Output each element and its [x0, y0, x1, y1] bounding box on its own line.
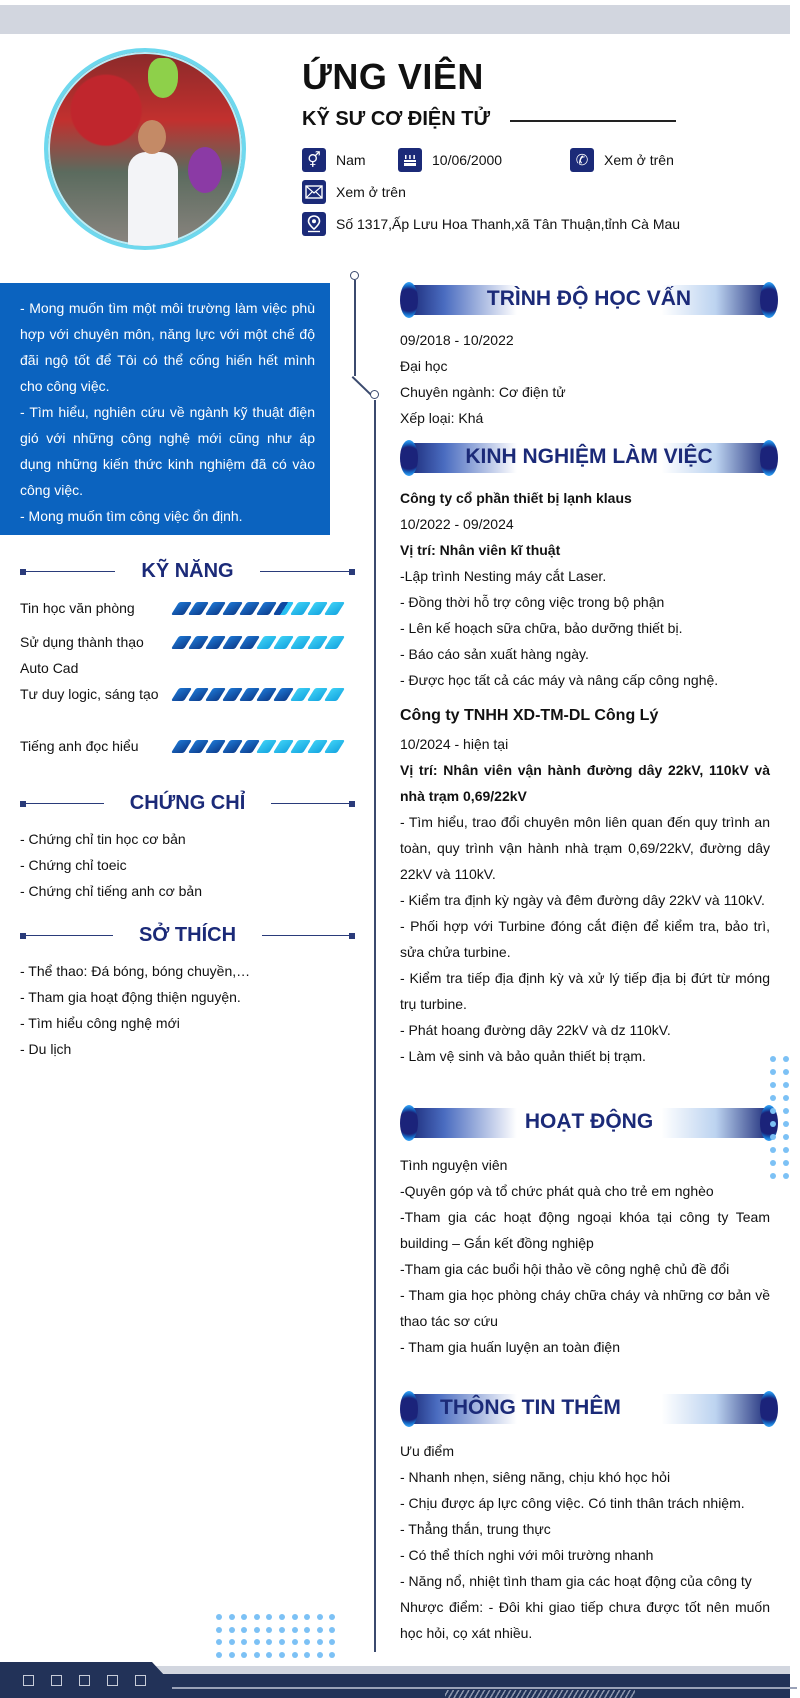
gender-value: Nam — [336, 152, 366, 168]
experience-job-1 — [400, 485, 770, 693]
skills-title: KỸ NĂNG — [141, 560, 234, 582]
hobby-item: - Tìm hiểu công nghệ mới — [20, 1015, 180, 1031]
footer-gray-strip — [150, 1666, 790, 1674]
education-level: Đại học — [400, 358, 448, 374]
timeline-line — [354, 280, 356, 376]
job-duty: - Phối hợp với Turbine đóng cắt điện để kiểm tra, bảo trì, sửa chửa turbine. — [400, 918, 770, 960]
skill-rating-bar — [175, 681, 341, 707]
info-address — [302, 212, 680, 236]
skill-row — [20, 595, 350, 621]
certificates-title: CHỨNG CHỈ — [129, 792, 246, 814]
hobbies-title: SỞ THÍCH — [138, 924, 237, 946]
heading-square-right — [349, 933, 355, 939]
additional-item: Nhược điểm: - Đôi khi giao tiếp chưa được tốt nên muốn học hỏi, cọ xát nhiều. — [400, 1599, 770, 1641]
job-title-underline — [510, 120, 676, 122]
heading-line-left — [26, 935, 113, 937]
job-duty: - Được học tất cả các máy và nâng cấp công nghệ. — [400, 672, 719, 688]
info-email — [302, 180, 406, 204]
heading-square-right — [349, 801, 355, 807]
heading-square-right — [349, 569, 355, 575]
certificate-item: - Chứng chỉ tin học cơ bản — [20, 831, 186, 847]
activity-item: -Tham gia các hoạt động ngoại khóa tại công ty Team building – Gắn kết đồng nghiệp — [400, 1209, 770, 1251]
decor-dots-right — [770, 1056, 789, 1179]
activity-item: - Tham gia học phòng cháy chữa cháy và những cơ bản về thao tác sơ cứu — [400, 1287, 770, 1329]
timeline-line — [374, 400, 376, 1652]
additional-item: - Có thể thích nghi với môi trường nhanh — [400, 1547, 654, 1563]
job-duty: - Lên kế hoạch sữa chữa, bảo dưỡng thiết bị. — [400, 620, 683, 636]
job-duty: -Lập trình Nesting máy cắt Laser. — [400, 568, 607, 584]
timeline-node — [370, 390, 379, 399]
certificate-item: - Chứng chỉ toeic — [20, 857, 127, 873]
activity-item: Tình nguyện viên — [400, 1157, 508, 1173]
photo-person-head — [138, 120, 166, 154]
education-period: 09/2018 - 10/2022 — [400, 332, 514, 348]
skill-rating-bar — [175, 733, 341, 759]
heading-line-left — [26, 571, 115, 573]
skill-row — [20, 733, 350, 759]
objective-line: - Mong muốn tìm một môi trường làm việc phù hợp với chuyên môn, năng lực với một chế độ đãi ngộ tốt để Tôi có thể cống hiến hết mình cho công việc. — [20, 300, 315, 394]
address-value: Số 1317,Ấp Lưu Hoa Thanh,xã Tân Thuận,tỉnh Cà Mau — [336, 216, 681, 232]
activity-item: -Tham gia các buổi hội thảo về công nghệ chủ đề đổi — [400, 1261, 730, 1277]
footer-line — [172, 1687, 797, 1689]
experience-job-2 — [400, 701, 770, 1069]
skill-row — [20, 681, 350, 707]
skill-rating-bar — [175, 595, 341, 621]
additional-item: Ưu điểm — [400, 1443, 454, 1459]
photo-person — [128, 152, 178, 250]
skill-name: Tin học văn phòng — [20, 600, 135, 616]
objective-line: - Mong muốn tìm công việc ổn định. — [20, 508, 243, 524]
timeline-node-top — [350, 271, 359, 280]
job-title: KỸ SƯ CƠ ĐIỆN TỬ — [302, 108, 491, 130]
additional-item: - Năng nổ, nhiệt tình tham gia các hoạt động của công ty — [400, 1573, 752, 1589]
skill-row — [20, 629, 350, 681]
location-pin-icon — [302, 212, 326, 236]
education-section — [400, 327, 770, 431]
experience-title: KINH NGHIỆM LÀM VIỆC — [465, 445, 713, 468]
hobby-item: - Tham gia hoạt động thiện nguyện. — [20, 989, 241, 1005]
avatar — [44, 48, 246, 250]
education-major: Chuyên ngành: Cơ điện tử — [400, 384, 566, 400]
certificates-heading — [20, 792, 355, 815]
photo-lantern-green — [148, 58, 178, 98]
square-icon — [135, 1675, 146, 1686]
job-duty: - Làm vệ sinh và bảo quản thiết bị trạm. — [400, 1048, 646, 1064]
activities-section — [400, 1152, 770, 1360]
skill-name: Tiếng anh đọc hiểu — [20, 738, 139, 754]
hobbies-heading — [20, 924, 355, 947]
additional-banner — [400, 1391, 778, 1427]
decor-dots-bottom — [216, 1614, 335, 1658]
company-name: Công ty cổ phần thiết bị lạnh klaus — [400, 490, 632, 506]
skill-name: Tư duy logic, sáng tạo — [20, 686, 159, 702]
job-position: Vị trí: Nhân viên kĩ thuật — [400, 542, 561, 558]
hobbies-list — [20, 958, 250, 1062]
activities-banner — [400, 1105, 778, 1141]
job-duty: - Báo cáo sản xuất hàng ngày. — [400, 646, 589, 662]
job-duty: - Tìm hiểu, trao đổi chuyên môn liên quan đến quy trình an toàn, quy trình vận hành nhà trạm 0,69/22kV, đường dây 22kV và 110kV. — [400, 814, 770, 882]
birthday-value: 10/06/2000 — [432, 152, 503, 168]
experience-banner — [400, 440, 778, 476]
certificates-list — [20, 826, 202, 904]
career-objective — [0, 283, 330, 535]
heading-line-left — [26, 803, 104, 805]
job-position: Vị trí: Nhân viên vận hành đường dây 22kV, 110kV và nhà trạm 0,69/22kV — [400, 762, 770, 804]
education-banner — [400, 282, 778, 318]
phone-value: Xem ở trên — [604, 152, 674, 168]
activity-item: - Tham gia huấn luyện an toàn điện — [400, 1339, 621, 1355]
heading-line-right — [262, 935, 349, 937]
hobby-item: - Du lịch — [20, 1041, 72, 1057]
activity-item: -Quyên góp và tổ chức phát quà cho trẻ em nghèo — [400, 1183, 714, 1199]
phone-icon: ✆ — [570, 148, 594, 172]
additional-item: - Nhanh nhẹn, siêng năng, chịu khó học hỏi — [400, 1469, 671, 1485]
info-phone — [570, 148, 674, 172]
additional-item: - Chịu được áp lực công việc. Có tinh thân trách nhiệm. — [400, 1495, 745, 1511]
skill-name: Sử dụng thành thạo Auto Cad — [20, 634, 144, 676]
heading-line-right — [271, 803, 349, 805]
square-icon — [23, 1675, 34, 1686]
additional-item: - Thẳng thắn, trung thực — [400, 1521, 551, 1537]
heading-line-right — [260, 571, 349, 573]
company-name: Công ty TNHH XD-TM-DL Công Lý — [400, 707, 659, 724]
skills-heading — [20, 560, 355, 583]
job-duty: - Kiểm tra tiếp địa định kỳ và xử lý tiếp địa bị đứt từ móng trụ turbine. — [400, 970, 770, 1012]
top-decor-band — [0, 5, 790, 34]
photo-lantern-purple — [188, 147, 222, 193]
additional-title: THÔNG TIN THÊM — [440, 1396, 621, 1419]
candidate-name: ỨNG VIÊN — [302, 56, 484, 97]
email-value: Xem ở trên — [336, 184, 406, 200]
certificate-item: - Chứng chỉ tiếng anh cơ bản — [20, 883, 202, 899]
info-birthday — [398, 148, 502, 172]
additional-section — [400, 1438, 770, 1646]
job-period: 10/2022 - 09/2024 — [400, 516, 514, 532]
square-icon — [79, 1675, 90, 1686]
info-gender — [302, 148, 366, 172]
hobby-item: - Thể thao: Đá bóng, bóng chuyền,… — [20, 963, 251, 979]
square-icon — [107, 1675, 118, 1686]
envelope-icon — [302, 180, 326, 204]
education-grade: Xếp loại: Khá — [400, 410, 484, 426]
footer-hatch — [445, 1690, 635, 1698]
objective-line: - Tìm hiểu, nghiên cứu về ngành kỹ thuật điện gió với những công nghệ mới cũng như áp dụng những kiến thức kinh nghiệm đã có vào công việc. — [20, 404, 315, 498]
skill-rating-bar — [175, 629, 341, 681]
job-duty: - Đồng thời hỗ trợ công việc trong bộ phận — [400, 594, 665, 610]
education-title: TRÌNH ĐỘ HỌC VẤN — [486, 287, 692, 310]
job-duty: - Kiểm tra định kỳ ngày và đêm đường dây 22kV và 110kV. — [400, 892, 765, 908]
gender-icon: ⚥ — [302, 148, 326, 172]
job-duty: - Phát hoang đường dây 22kV và dz 110kV. — [400, 1022, 671, 1038]
square-icon — [51, 1675, 62, 1686]
activities-title: HOẠT ĐỘNG — [524, 1110, 654, 1133]
cake-icon — [398, 148, 422, 172]
footer-squares — [23, 1675, 146, 1686]
job-period: 10/2024 - hiện tại — [400, 736, 509, 752]
